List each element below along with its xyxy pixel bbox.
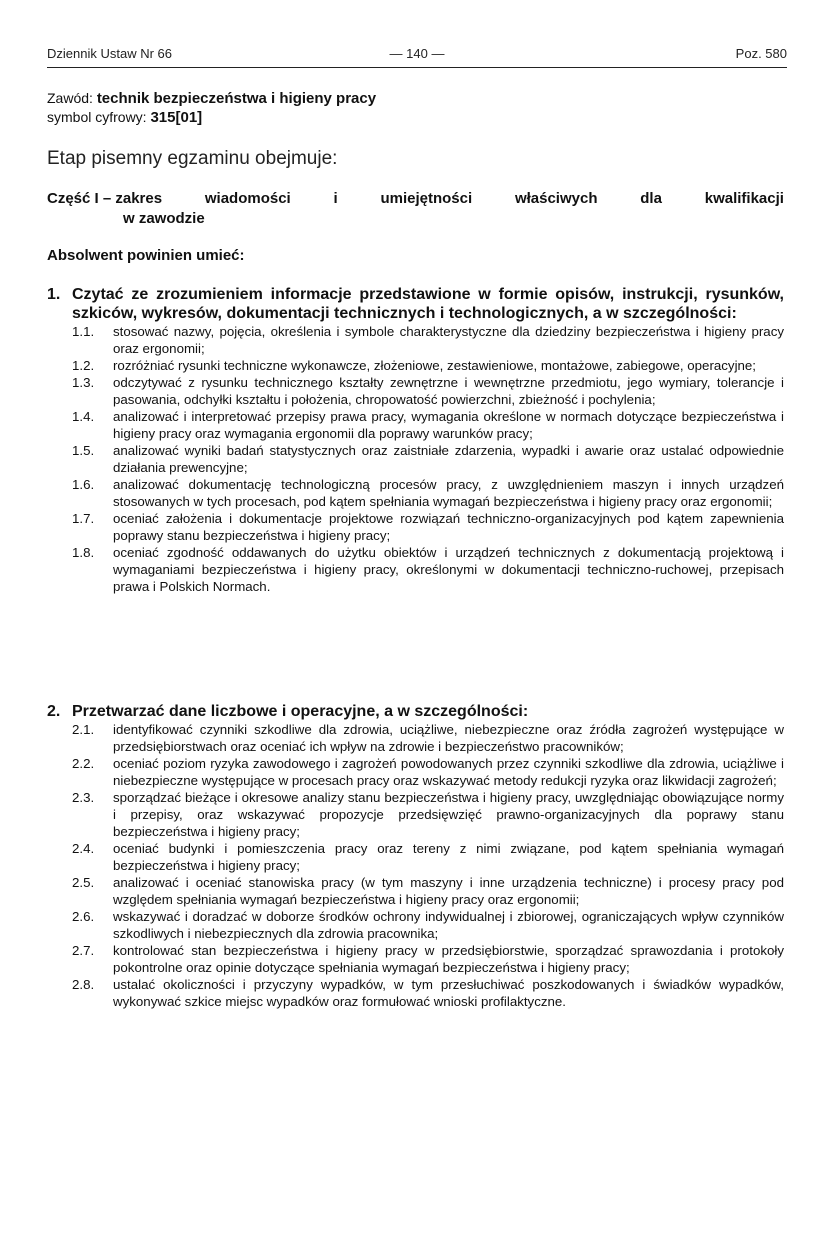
item-text: analizować dokumentację technologiczną procesów pracy, z uwzględnieniem maszyn i innych urządzeń stosowanych w tych procesach, pod kątem spełniania wymagań bezpieczeństwa i higieny pracy oraz ergonomii; [113,477,784,509]
list-item [47,721,784,755]
section-title: Etap pisemny egzaminu obejmuje: [47,148,338,169]
journal-title: Dziennik Ustaw Nr 66 [47,46,172,61]
item-number: 2.4. [72,841,95,856]
position-number: Poz. 580 [735,46,787,61]
requirement-group-2 [47,702,784,1010]
part-word: kwalifikacji [704,190,784,207]
item-text: oceniać poziom ryzyka zawodowego i zagrożeń powodowanych przez czynniki szkodliwe dla zdrowia, uciążliwe i niebezpieczne występujące w procesach pracy oraz wskazywać metody redukcji ryzyka oraz likwidacji zagrożeń; [113,756,784,788]
symbol-label: symbol cyfrowy: [47,109,147,125]
list-item [47,908,784,942]
part-word: dla [640,190,662,207]
part-word: wiadomości [204,190,291,207]
item-number: 1.7. [72,511,95,526]
page-header [47,46,787,66]
list-item [47,789,784,840]
group-heading [47,285,784,323]
list-item [47,755,784,789]
item-text: oceniać założenia i dokumentacje projektowe rozwiązań techniczno-organizacyjnych pod kątem zapewnienia poprawy stanu bezpieczeństwa i higieny pracy; [113,511,784,543]
item-number: 2.6. [72,909,95,924]
item-number: 1.4. [72,409,95,424]
list-item [47,840,784,874]
symbol-line [47,108,376,127]
item-text: identyfikować czynniki szkodliwe dla zdrowia, uciążliwe, niebezpieczne oraz źródła zagrożeń występujące w przedsiębiorstwach oraz oceniać ich wpływ na zdrowie i bezpieczeństwo pracowników; [113,722,784,754]
profession-meta [47,89,376,127]
list-item [47,408,784,442]
part-word: właściwych [514,190,598,207]
item-number: 1.5. [72,443,95,458]
header-divider [47,67,787,68]
part-word: Część I – zakres [47,190,163,207]
group-number: 1. [47,286,61,303]
item-number: 2.8. [72,977,95,992]
graduate-heading: Absolwent powinien umieć: [47,247,245,264]
part-heading-line2: w zawodzie [123,210,205,227]
item-number: 2.2. [72,756,95,771]
list-item [47,374,784,408]
profession-label: Zawód: [47,90,93,106]
item-number: 1.8. [72,545,95,560]
group-number: 2. [47,703,61,720]
part-heading [47,189,784,229]
item-text: stosować nazwy, pojęcia, określenia i symbole charakterystyczne dla dziedziny bezpieczeństwa i higieny pracy oraz ergonomii; [113,324,784,356]
item-text: sporządzać bieżące i okresowe analizy stanu bezpieczeństwa i higieny pracy, uwzględniając obowiązujące normy i przepisy, oraz wskazywać propozycje przedsięwzięć prawno-organizacyjnych dla poprawy stanu bezpieczeństwa i higieny pracy; [113,790,784,839]
group-heading [47,702,784,721]
item-number: 2.3. [72,790,95,805]
item-text: ustalać okoliczności i przyczyny wypadków, w tym przesłuchiwać poszkodowanych i świadków wypadków, wykonywać szkice miejsc wypadków oraz formułować wnioski profilaktyczne. [113,977,784,1009]
item-text: oceniać budynki i pomieszczenia pracy oraz tereny z nimi związane, pod kątem spełniania wymagań bezpieczeństwa i higieny pracy; [113,841,784,873]
item-number: 1.1. [72,324,95,339]
symbol-value: 315[01] [150,109,203,126]
item-text: oceniać zgodność oddawanych do użytku obiektów i urządzeń technicznych z dokumentacją projektową i wymaganiami bezpieczeństwa i higieny pracy, określonymi w dokumentacji techniczno-ruchowej, przepisach prawa i Polskich Normach. [113,545,784,594]
profession-line [47,89,376,108]
requirement-group-1 [47,285,784,595]
list-item [47,544,784,595]
item-text: analizować i interpretować przepisy prawa pracy, wymagania określone w normach dotyczące bezpieczeństwa i higieny pracy oraz wymagania ergonomii dla poprawy warunków pracy; [113,409,784,441]
list-item [47,442,784,476]
list-item [47,874,784,908]
list-item [47,510,784,544]
group-title: Przetwarzać dane liczbowe i operacyjne, a w szczególności: [72,703,529,720]
list-item [47,323,784,357]
list-item [47,976,784,1010]
item-text: analizować wyniki badań statystycznych oraz zaistniałe zdarzenia, wypadki i awarie oraz ustalać odpowiednie działania prewencyjne; [113,443,784,475]
item-text: odczytywać z rysunku technicznego kształty zewnętrzne i wewnętrzne przedmiotu, jego wymiary, tolerancje i pasowania, odchyłki kształtu i położenia, chropowatość powierzchni, zbieżność i pochylenia; [113,375,784,407]
list-item [47,942,784,976]
item-text: analizować i oceniać stanowiska pracy (w tym maszyny i inne urządzenia techniczne) i procesy pracy pod względem spełniania wymagań bezpieczeństwa i higieny pracy oraz ergonomii; [113,875,784,907]
list-item [47,357,784,374]
part-word: umiejętności [380,190,473,207]
item-text: kontrolować stan bezpieczeństwa i higieny pracy w przedsiębiorstwie, sporządzać sprawozdania i protokoły pokontrolne oraz opinie dotyczące spełniania wymagań bezpieczeństwa i higieny pracy; [113,943,784,975]
item-number: 1.6. [72,477,95,492]
part-word: i [333,190,338,207]
item-text: rozróżniać rysunki techniczne wykonawcze, złożeniowe, zestawieniowe, montażowe, zabiegowe, operacyjne; [113,358,757,373]
item-number: 2.5. [72,875,95,890]
item-number: 1.3. [72,375,95,390]
page-number: — 140 — [389,46,445,61]
item-number: 1.2. [72,358,95,373]
item-text: wskazywać i doradzać w doborze środków ochrony indywidualnej i zbiorowej, ograniczających wpływ czynników szkodliwych i niebezpiecznych dla zdrowia pracownika; [113,909,784,941]
profession-value: technik bezpieczeństwa i higieny pracy [96,90,377,107]
list-item [47,476,784,510]
part-heading-line1 [47,189,784,209]
item-number: 2.7. [72,943,95,958]
item-number: 2.1. [72,722,95,737]
group-title: Czytać ze zrozumieniem informacje przedstawione w formie opisów, instrukcji, rysunków, szkiców, wykresów, dokumentacji technicznych i technologicznych, a w szczególności: [72,286,784,322]
